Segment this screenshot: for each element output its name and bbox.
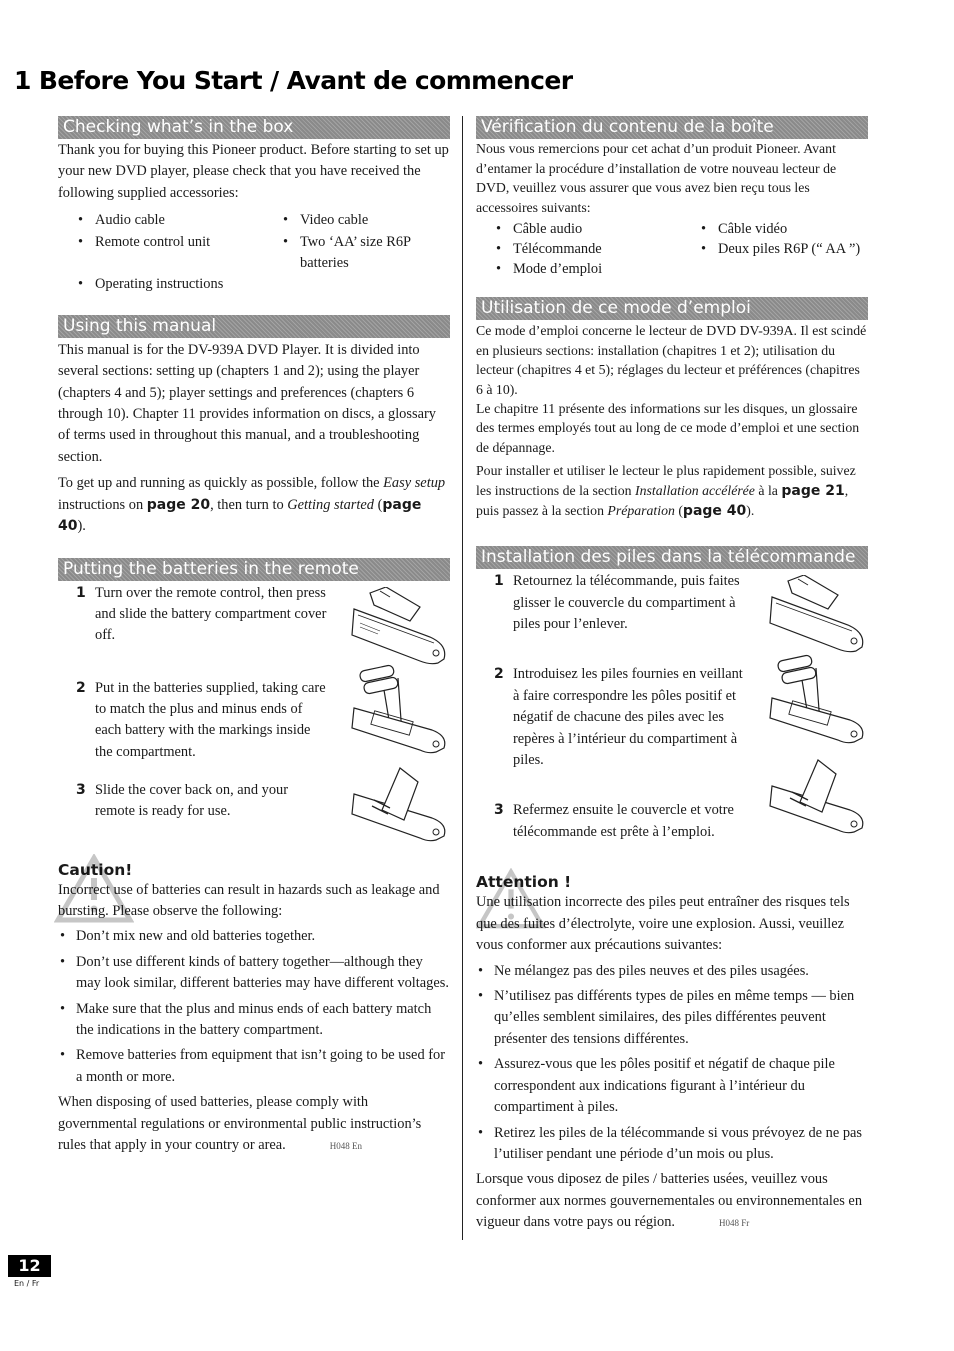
section-heading-box-fr: Vérification du contenu de la boîte — [476, 116, 868, 139]
list-item: • Mode d’emploi — [476, 259, 681, 279]
section-heading-manual-fr: Utilisation de ce mode d’emploi — [476, 297, 868, 320]
page-link: page 40 — [58, 496, 422, 535]
list-item: • Télécommande — [476, 239, 681, 259]
manual-paragraph-2-en: To get up and running as quickly as possible, follow the Easy setup instructions on page 20, then turn to Getting started (page 40). — [58, 475, 446, 535]
list-item: • Remote control unit — [58, 232, 263, 275]
accessory-list-en — [58, 210, 450, 296]
list-item: • Two ‘AA’ size R6P batteries — [263, 232, 450, 275]
box-intro-en: Thank you for buying this Pioneer product. Before starting to set up your new DVD player, please check that you have received the following supplied accessories: — [58, 142, 449, 201]
step-number: 1 — [76, 584, 86, 601]
caution-block-en — [58, 860, 450, 1158]
page-title: 1 Before You Start / Avant de commencer — [14, 66, 573, 95]
list-item: • Retirez les piles de la télécommande si vous prévoyez de ne pas l’utiliser pendant une période d’un mois ou plus. — [476, 1123, 868, 1166]
battery-step-3-en — [58, 780, 450, 860]
box-intro-fr: Nous vous remercions pour cet achat d’un produit Pioneer. Avant d’entamer la procédure d’installation de votre nouveau lecteur de DVD, veuillez vous assurer que vous avez bien reçu tous les accessoires suivants: — [476, 141, 837, 215]
list-item: • Deux piles R6P (“ AA ”) — [681, 239, 868, 259]
step-number: 3 — [76, 781, 86, 798]
step-text: Turn over the remote control, then press and slide the battery compartment cover off. — [95, 584, 327, 644]
warning-triangle-icon — [476, 868, 546, 930]
manual-paragraph-1-fr: Ce mode d’emploi concerne le lecteur de DVD DV-939A. Il est scindé en plusieurs sections: installation (chapitres 1 et 2); utilisation du lecteur (chapitres 4 et 5); réglages du lecteur et préférences (chapitres 6 à 10). — [476, 323, 867, 397]
page-language: En / Fr — [14, 1279, 40, 1288]
english-column — [58, 116, 450, 1157]
warning-triangle-icon — [54, 854, 134, 924]
remote-cover-open-illustration — [350, 587, 450, 665]
section-heading-manual-en: Using this manual — [58, 315, 450, 338]
doc-code: H048 Fr — [719, 1218, 750, 1229]
french-column — [476, 116, 868, 1235]
step-text: Slide the cover back on, and your remote is ready for use. — [95, 781, 289, 819]
step-text: Refermez ensuite le couvercle et votre télécommande est prête à l’emploi. — [513, 802, 734, 840]
section-heading-batteries-fr: Installation des piles dans la télécommande — [476, 546, 868, 569]
list-item: • Don’t use different kinds of battery together—although they may look similar, different batteries may have different voltages. — [58, 952, 450, 995]
remote-cover-closing-illustration — [350, 764, 450, 842]
step-text: Retournez la télécommande, puis faites glisser le couvercle du compartiment à piles pour l’enlever. — [513, 573, 740, 633]
battery-insert-illustration — [350, 664, 450, 754]
caution-block-fr — [476, 872, 868, 1234]
battery-insert-illustration — [768, 654, 868, 744]
list-item: • Assurez-vous que les pôles positif et négatif de chaque pile correspondent aux indications figurant à l’intérieur du compartiment à piles. — [476, 1054, 868, 1118]
caution-intro-fr: Une utilisation incorrecte des piles peut entraîner des risques tels que des fuites d’électrolyte, voire une explosion. Aussi, veuillez vous conformer aux précautions suivantes: — [476, 894, 850, 954]
step-number: 3 — [494, 802, 504, 819]
caution-title-fr: Attention ! — [476, 873, 572, 892]
caution-intro-en: Incorrect use of batteries can result in hazards such as leakage and bursting. Please observe the following: — [58, 881, 440, 919]
battery-step-2-fr — [476, 664, 868, 800]
battery-step-3-fr — [476, 800, 868, 872]
section-heading-batteries-en: Putting the batteries in the remote — [58, 558, 450, 581]
list-item: • Don’t mix new and old batteries together. — [58, 926, 450, 947]
page-link: page 20 — [146, 496, 211, 513]
page-link: page 21 — [781, 482, 845, 499]
caution-outro-fr: Lorsque vous diposez de piles / batteries usées, veuillez vous conformer aux normes gouvernementales ou environnementales en vigueur dans votre pays ou région. H048 Fr — [476, 1171, 863, 1231]
step-text: Introduisez les piles fournies en veillant à faire correspondre les pôles positif et négatif de chacune des piles avec les repères à l’intérieur du compartiment à piles. — [513, 666, 743, 769]
step-text: Put in the batteries supplied, taking care to match the plus and minus ends of each battery with the markings inside the compartment. — [95, 679, 326, 760]
list-item: • Make sure that the plus and minus ends of each battery match the indications in the battery compartment. — [58, 999, 450, 1042]
caution-title-en: Caution! — [58, 860, 133, 879]
list-item: • Remove batteries from equipment that isn’t going to be used for a month or more. — [58, 1045, 450, 1088]
list-item: • Câble audio — [476, 219, 681, 239]
list-item: • Câble vidéo — [681, 219, 868, 239]
list-item: • Video cable — [263, 210, 450, 231]
remote-cover-open-illustration — [768, 575, 868, 653]
doc-code: H048 En — [329, 1140, 363, 1151]
list-item: • N’utilisez pas différents types de piles en même temps — bien qu’elles semblent similaires, des piles différentes peuvent présenter des tensions différentes. — [476, 986, 868, 1050]
accessory-list-fr — [476, 219, 868, 279]
step-number: 1 — [494, 573, 504, 590]
manual-paragraph-2-fr: Le chapitre 11 présente des informations sur les disques, un glossaire des termes employés tout au long de ce mode d’emploi et une section de dépannage. — [476, 401, 860, 455]
step-number: 2 — [494, 666, 504, 683]
list-item: • Ne mélangez pas des piles neuves et des piles usagées. — [476, 961, 868, 982]
caution-list-en — [58, 926, 450, 1088]
page-link: page 40 — [682, 503, 747, 520]
step-number: 2 — [76, 679, 86, 696]
manual-paragraph-1-en: This manual is for the DV-939A DVD Player. It is divided into several sections: setting up (chapters 1 and 2); using the player (chapters 4 and 5); player settings and preferences (chapters 6 through 10). Chapter 11 provides information on discs, a glossary of terms used in throughout this manual, and a troubleshooting section. — [58, 341, 436, 465]
caution-outro-en: When disposing of used batteries, please comply with governmental regulations or environmental public instruction’s rules that apply in your country or area. H048 En — [58, 1094, 422, 1153]
list-item: • Operating instructions — [58, 274, 263, 295]
column-divider — [462, 116, 463, 1240]
section-heading-box-en: Checking what’s in the box — [58, 116, 450, 139]
page-number: 12 — [8, 1255, 51, 1277]
caution-list-fr — [476, 961, 868, 1166]
list-item: • Audio cable — [58, 210, 263, 231]
battery-step-1-fr — [476, 571, 868, 664]
manual-paragraph-3-fr: Pour installer et utiliser le lecteur le plus rapidement possible, suivez les instructions de la section Installation accélérée à la page 21, puis passez à la section Préparation (page 40). — [476, 463, 856, 520]
